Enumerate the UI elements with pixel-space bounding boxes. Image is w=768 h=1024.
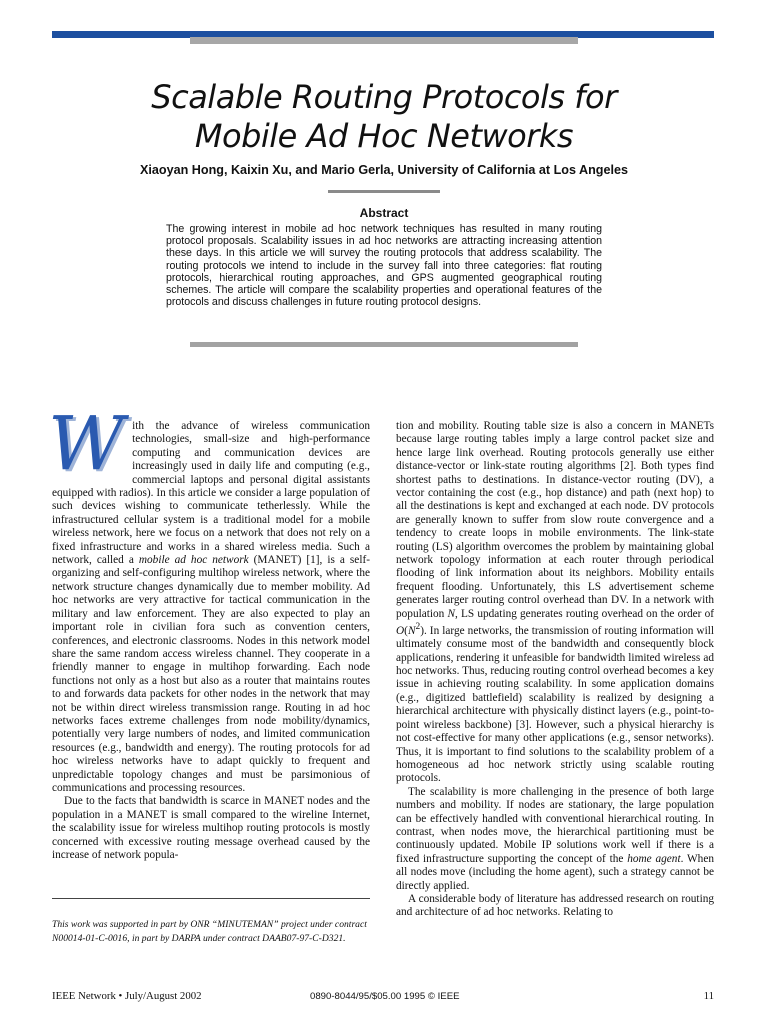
author-line: Xiaoyan Hong, Kaixin Xu, and Mario Gerla, University of California at Los Angeles	[140, 163, 628, 177]
paragraph-text: (MANET) [1], is a self-organizing and self-configuring multihop wireless network, where the network structure changes dynamically due to member mobility. Ad hoc networks are very attractive for tactical communication in the military and law enforcement. They are also expected to play an important role in civilian fora such as convention centers, conferences, and electronic classrooms. Nodes in this network model share the same random access wireless channel. They cooperate in a friendly manner to engage in multihop forwarding. Each node functions not only as a host but also as a router that maintains routes to and forwards data packets for other nodes in the network that may not be within direct wireless transmission range. Routing in ad hoc networks faces extreme challenges from node mobility/dynamics, potentially very large numbers of nodes, and limited communication resources (e.g., bandwidth and energy). The routing protocols for ad hoc wireless networks have to adapt quickly to frequent and unpredictable topology changes and must be parsimonious of communications and processing resources.	[52, 554, 370, 794]
abstract-rule	[190, 342, 578, 347]
author-rule	[328, 190, 440, 193]
paragraph-text: , LS updating generates routing overhead on the order of	[455, 607, 714, 620]
footer-journal: IEEE Network • July/August 2002	[52, 990, 202, 1002]
footer-copyright: 0890-8044/95/$05.00 1995 © IEEE	[310, 991, 460, 1002]
abstract-text: The growing interest in mobile ad hoc network techniques has resulted in many routing protocol proposals. Scalability issues in ad hoc networks are attracting increasing attention these days. In this article we will survey the routing protocols that address scalability. The routing protocols we intend to include in the survey fall into three categories: flat routing protocols, hierarchical routing approaches, and GPS augmented geographical routing schemes. The article will compare the scalability properties and operational features of the protocols and discuss challenges in future routing protocol designs.	[166, 223, 602, 309]
math-paren: (	[404, 624, 408, 637]
title-line-2: Mobile Ad Hoc Networks	[194, 117, 574, 155]
italic-term: mobile ad hoc network	[138, 554, 249, 567]
footnote: This work was supported in part by ONR “MINUTEMAN” project under contract N00014-01-C-0016, in part by DARPA under contract DAAB07-97-C-D321.	[52, 919, 367, 944]
article-title	[0, 78, 768, 156]
footnote-rule	[52, 898, 370, 899]
paragraph-text: . When all nodes move (including the home agent), such a strategy cannot be directly applied.	[396, 852, 714, 892]
paragraph-text: ). In large networks, the transmission of routing information will ultimately consume most of the bandwidth and consequently block applications, rendering it unfeasible for bandwidth limited wireless ad hoc networks. Thus, reducing routing control overhead becomes a key issue in achieving routing scalability. In some application domains (e.g., digitized battlefield) scalability is realized by designing a hierarchical architecture with physically distinct layers (e.g., point-to-point wireless backbone) [3]. However, such a physical hierarchy is not cost-effective for many other applications (e.g., sensor networks). Thus, it is important to find solutions to the scalability problem of a homogeneous ad hoc network strictly using scalable routing protocols.	[396, 624, 714, 785]
math-symbol: N	[447, 607, 456, 620]
italic-term: home agent	[627, 852, 681, 865]
math-symbol: N	[407, 624, 416, 637]
paragraph: A considerable body of literature has addressed research on routing and architecture of ad hoc networks. Relating to	[396, 892, 714, 919]
abstract-heading: Abstract	[359, 206, 409, 220]
right-column	[396, 420, 714, 920]
drop-cap: W	[48, 401, 125, 487]
paragraph	[396, 786, 714, 893]
paragraph: Due to the facts that bandwidth is scarce in MANET nodes and the population in a MANET is small compared to the wireline Internet, the scalability issue for wireless multihop routing protocols is mostly concerned with excessive routing message overhead caused by the increase of network popula-	[52, 795, 370, 861]
left-column	[48, 401, 370, 862]
title-line-1: Scalable Routing Protocols for	[151, 78, 617, 116]
paragraph	[48, 401, 370, 795]
paragraph-text: tion and mobility. Routing table size is also a concern in MANETs because large routing tables imply a large control packet size and hence large link overhead. Routing protocols generally use either distance-vector or link-state routing algorithms [2]. Both types find shortest paths to destinations. In distance-vector routing (DV), a vector containing the cost (e.g., hop distance) and path (next hop) to all the destinations is kept and exchanged at each node. DV protocols are generally known to suffer from slow route convergence and a tendency to create loops in mobile environments. The link-state routing (LS) algorithm overcomes the problem by maintaining global network topology information at each router through periodical flooding of link information about its neighbors. Mobility entails frequent flooding. Unfortunately, this LS advertisement scheme generates larger routing control overhead than DV. In a network with population	[396, 420, 714, 620]
math-symbol: O	[396, 624, 405, 637]
math-superscript: 2	[415, 622, 421, 633]
header-gray-bar	[190, 37, 578, 44]
paragraph	[396, 420, 714, 786]
paragraph-text: ith the advance of wireless communication technologies, small-size and high-performance computing and communication devices are increasingly used in daily life and computing (e.g., commercial laptops and personal digital assistants equipped with radios). In this article we consider a large population of such devices wishing to communicate tetherlessly. While the infrastructured cellular system is a traditional model for a mobile wireless network, here we focus on a network that does not rely on a fixed infrastructure and works in a shared wireless media. Such a network, called a	[52, 420, 370, 567]
page-number: 11	[703, 990, 714, 1002]
paragraph-text: The scalability is more challenging in the presence of both large numbers and mobility. If nodes are stationary, the large population can be effectively handled with conventional hierarchical routing. In contrast, when nodes move, the hierarchical partitioning must be continuously updated. Mobile IP solutions work well if there is a fixed infrastructure supporting the concept of the	[396, 785, 714, 865]
